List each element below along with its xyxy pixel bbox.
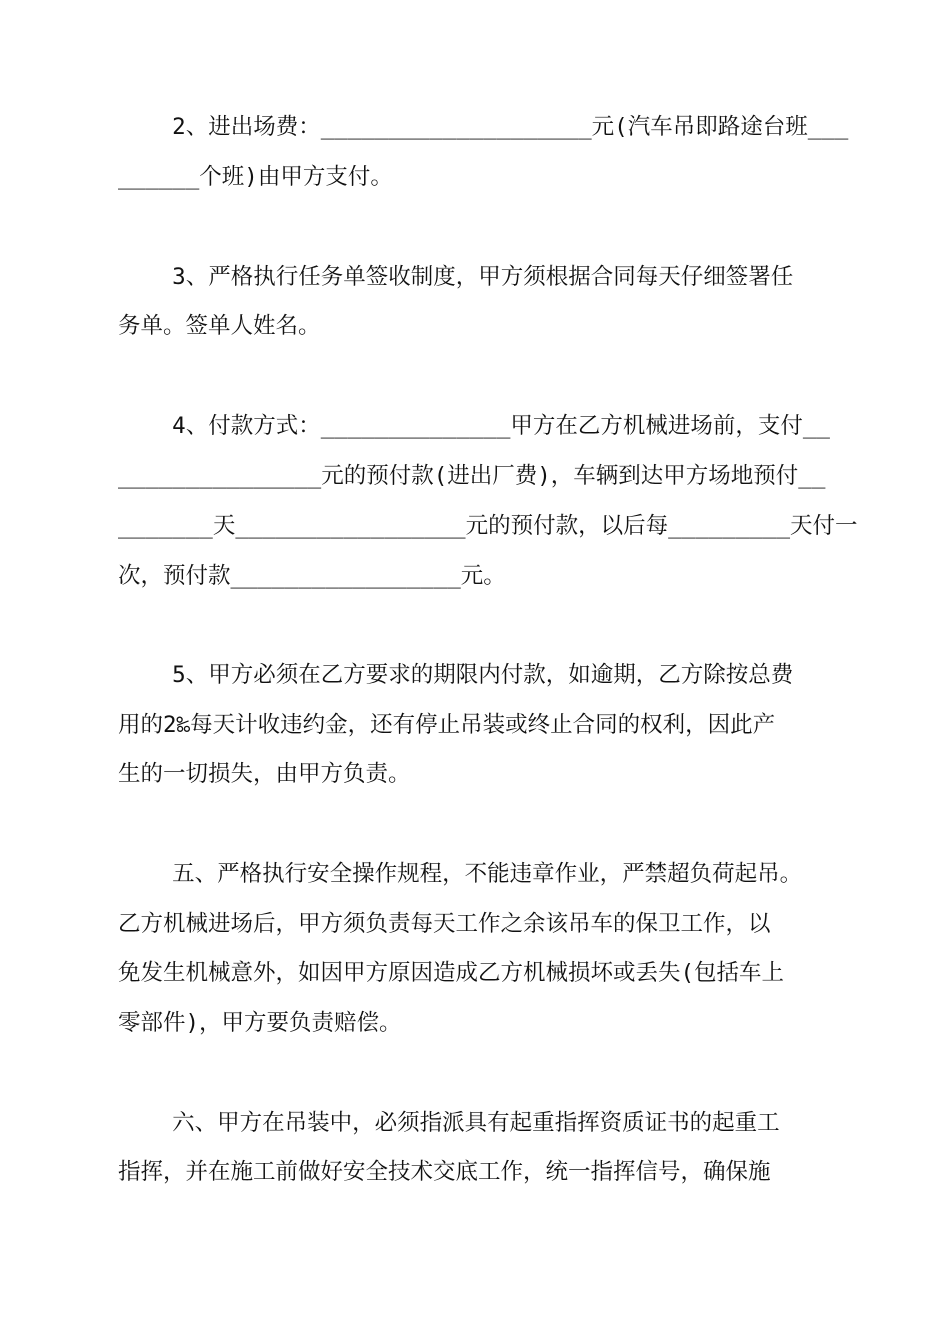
para-4-line-3: _______天_________________元的预付款，以后每_________天付一: [118, 513, 858, 539]
para-2-line-2: ______个班)由甲方支付。: [118, 164, 393, 190]
section-5-line-2: 乙方机械进场后，甲方须负责每天工作之余该吊车的保卫工作，以: [118, 911, 771, 937]
para-3-line-2: 务单。签单人姓名。: [118, 313, 321, 339]
para-5-line-2: 用的2‰每天计收违约金，还有停止吊装或终止合同的权利，因此产: [118, 712, 776, 738]
section-5-line-1: 五、严格执行安全操作规程，不能违章作业，严禁超负荷起吊。: [118, 861, 803, 887]
section-5-line-4: 零部件)，甲方要负责赔偿。: [118, 1010, 402, 1036]
para-5-line-3: 生的一切损失，由甲方负责。: [118, 761, 411, 787]
para-3-line-1: 3、严格执行任务单签收制度，甲方须根据合同每天仔细签署任: [118, 264, 794, 290]
para-4-line-2: _______________元的预付款(进出厂费)，车辆到达甲方场地预付__: [118, 463, 826, 489]
section-6-line-1: 六、甲方在吊装中，必须指派具有起重指挥资质证书的起重工: [118, 1110, 780, 1136]
section-6-line-2: 指挥，并在施工前做好安全技术交底工作，统一指挥信号，确保施: [118, 1159, 771, 1185]
para-2-line-1: 2、进出场费：____________________元(汽车吊即路途台班___: [118, 114, 849, 140]
para-5-line-1: 5、甲方必须在乙方要求的期限内付款，如逾期，乙方除按总费: [118, 662, 794, 688]
para-4-line-1: 4、付款方式：______________甲方在乙方机械进场前，支付__: [118, 413, 830, 439]
section-5-line-3: 免发生机械意外，如因甲方原因造成乙方机械损坏或丢失(包括车上: [118, 960, 785, 986]
para-4-line-4: 次，预付款_________________元。: [118, 563, 506, 589]
